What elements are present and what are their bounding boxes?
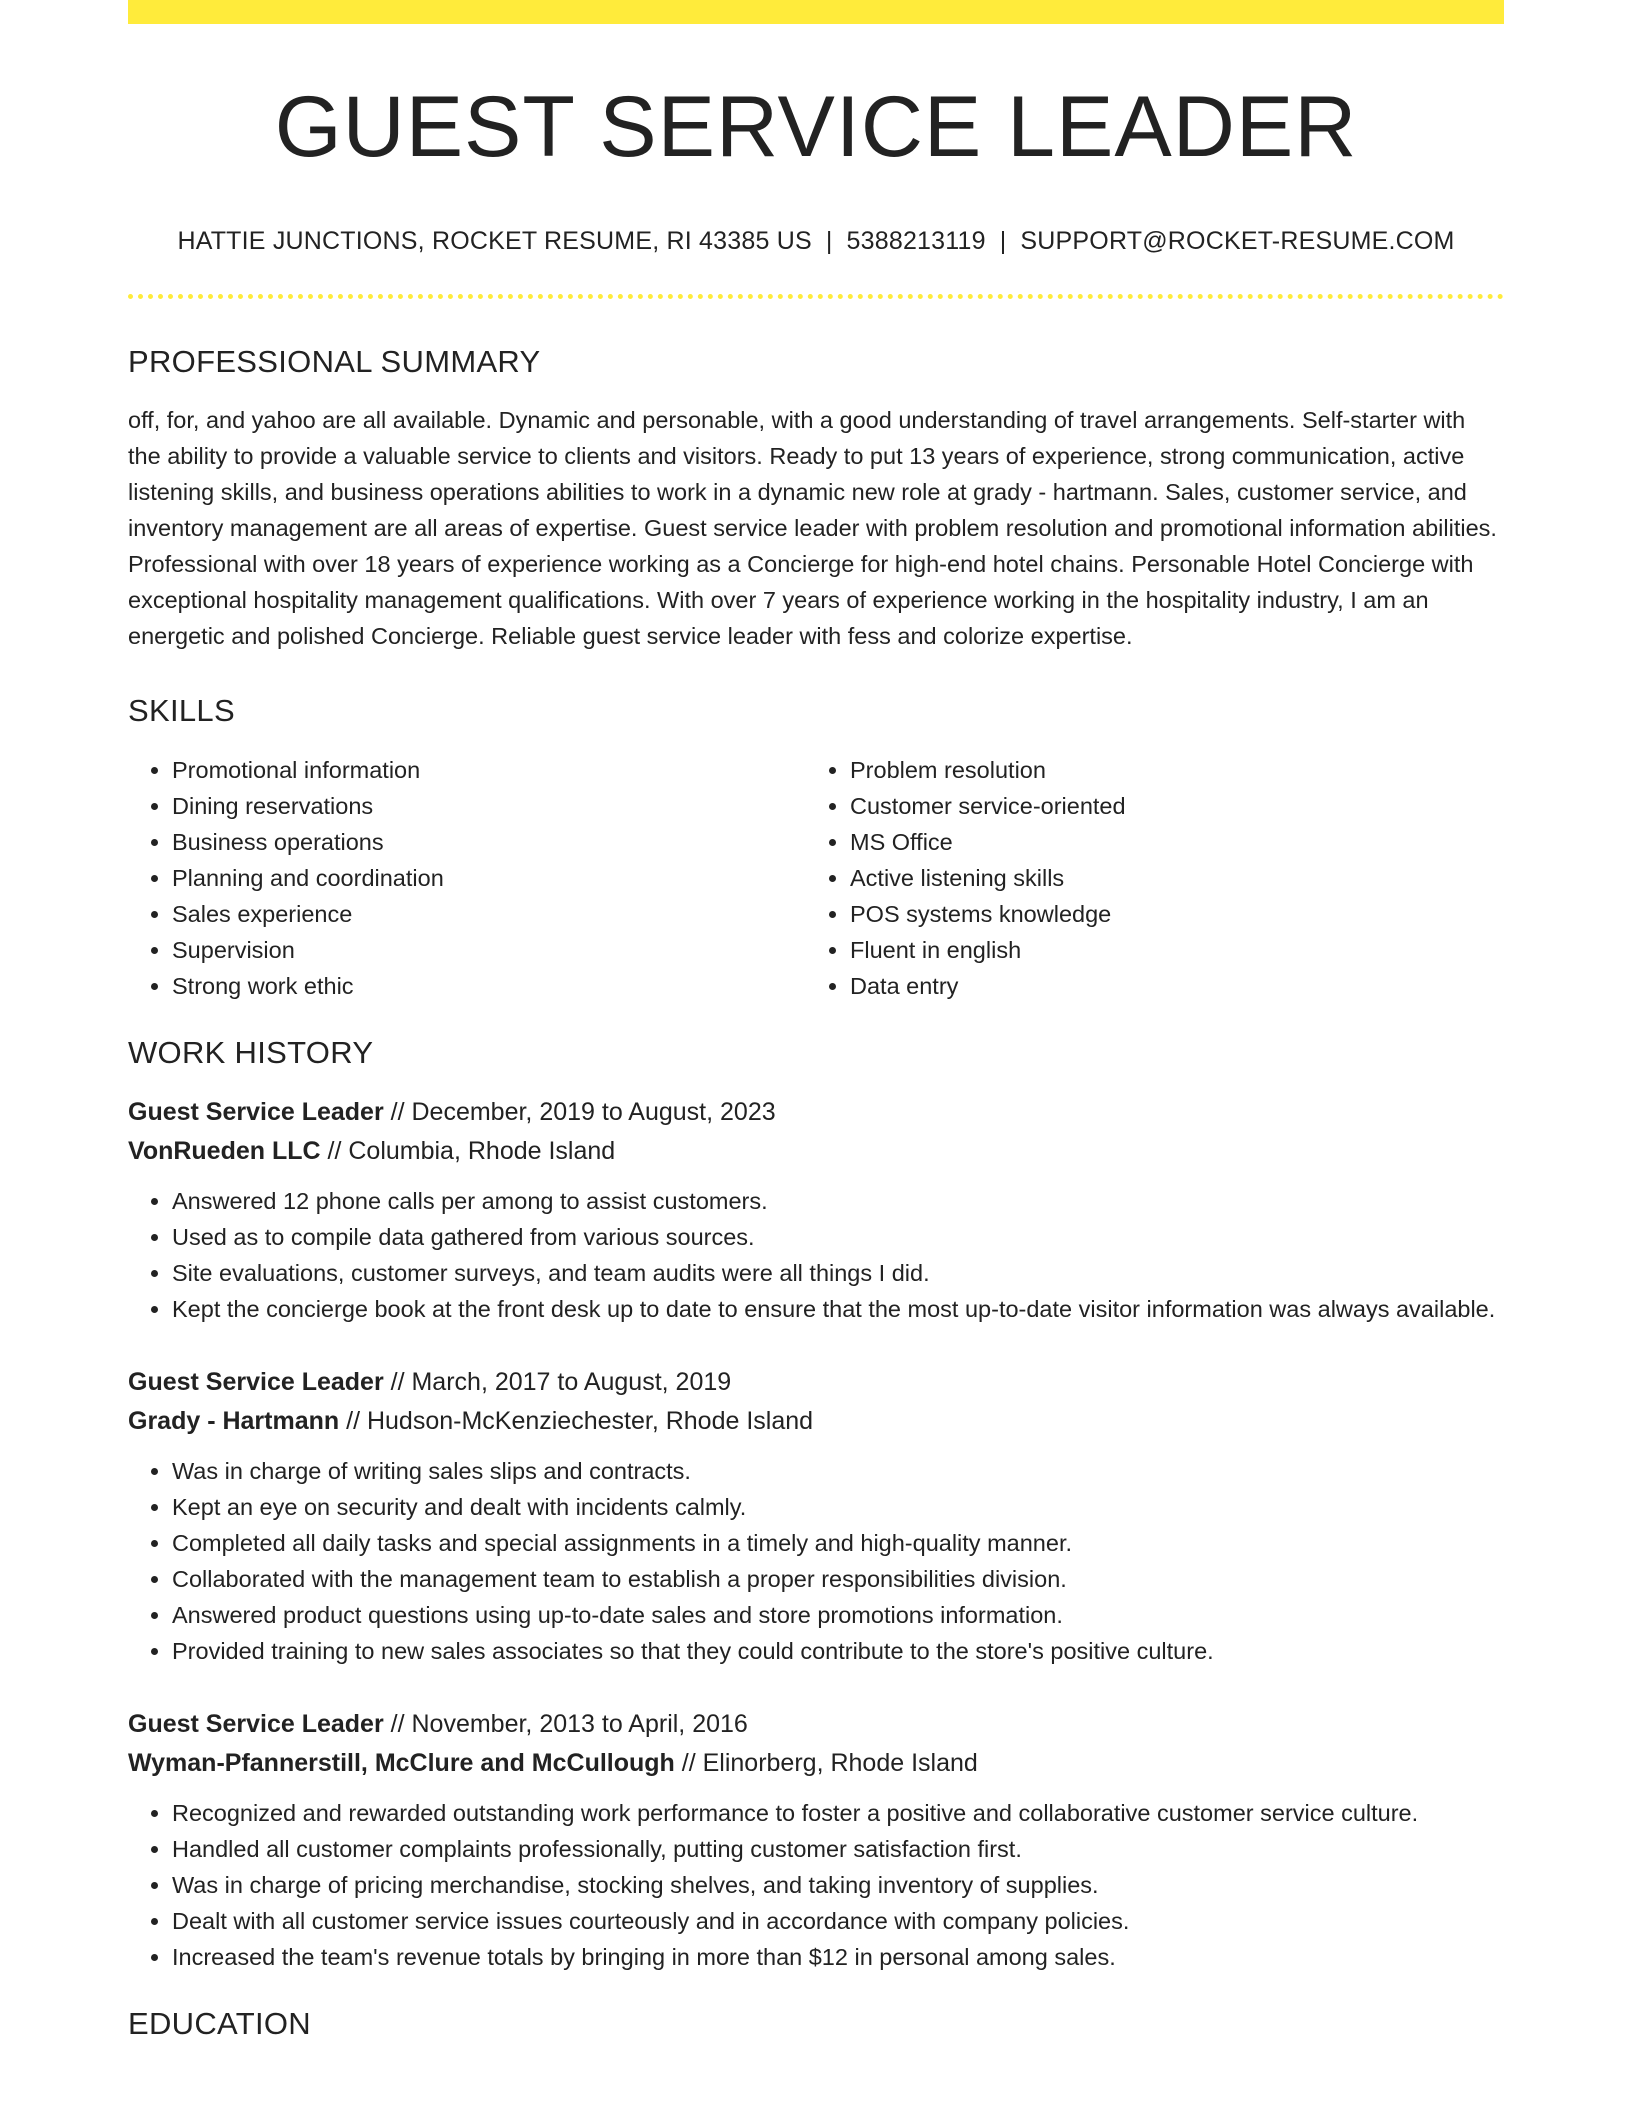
skill-item: • Customer service-oriented — [850, 788, 1484, 824]
skill-item: • MS Office — [850, 824, 1484, 860]
job-bullet: • Was in charge of pricing merchandise, stocking shelves, and taking inventory of supplies. — [172, 1867, 1504, 1903]
job-bullet: • Was in charge of writing sales slips and contracts. — [172, 1453, 1504, 1489]
job-title: Guest Service Leader — [128, 1367, 384, 1396]
skill-item: • Dining reservations — [172, 788, 806, 824]
education-heading: EDUCATION — [128, 2005, 311, 2041]
job-location: // Hudson-McKenziechester, Rhode Island — [339, 1406, 814, 1435]
skill-item: • Sales experience — [172, 896, 806, 932]
job-bullet: • Kept the concierge book at the front desk up to date to ensure that the most up-to-date visitor information was always available. — [172, 1291, 1504, 1327]
skill-item: • Strong work ethic — [172, 968, 806, 1004]
skill-item: • Fluent in english — [850, 932, 1484, 968]
skill-item: • Supervision — [172, 932, 806, 968]
job-entry — [128, 1093, 1504, 1327]
job-company-line — [128, 1132, 1504, 1171]
job-title: Guest Service Leader — [128, 1097, 384, 1126]
job-bullet: • Dealt with all customer service issues courteously and in accordance with company policies. — [172, 1903, 1504, 1939]
accent-bar — [128, 0, 1504, 24]
skills-heading: SKILLS — [128, 693, 235, 729]
work-history-heading: WORK HISTORY — [128, 1034, 374, 1070]
job-location: // Columbia, Rhode Island — [320, 1136, 616, 1165]
job-title-line — [128, 1093, 1504, 1132]
contact-email[interactable]: SUPPORT@ROCKET-RESUME.COM — [1020, 227, 1455, 256]
job-company-line — [128, 1744, 1504, 1783]
job-title: Guest Service Leader — [128, 1709, 384, 1738]
job-location: // Elinorberg, Rhode Island — [674, 1748, 978, 1777]
job-company: Wyman-Pfannerstill, McClure and McCullough — [128, 1748, 675, 1777]
job-bullet: • Kept an eye on security and dealt with incidents calmly. — [172, 1489, 1504, 1525]
resume-page — [128, 0, 1504, 2042]
resume-title: GUEST SERVICE LEADER — [274, 79, 1358, 175]
job-bullet: • Answered 12 phone calls per among to assist customers. — [172, 1183, 1504, 1219]
contact-phone[interactable]: 5388213119 — [846, 227, 986, 256]
job-bullet: • Used as to compile data gathered from various sources. — [172, 1219, 1504, 1255]
skill-item: • Business operations — [172, 824, 806, 860]
skills-column-left — [128, 752, 806, 1004]
skill-item: • POS systems knowledge — [850, 896, 1484, 932]
job-bullets — [128, 1183, 1504, 1327]
job-entry — [128, 1705, 1504, 1975]
contact-separator: | — [825, 227, 833, 256]
summary-text: off, for, and yahoo are all available. Dynamic and personable, with a good understanding of travel arrangements. Self-starter with the ability to provide a valuable service to clients and visitors. Ready to put 13 years of experience, strong communication, active listening skills, and business operations abilities to work in a dynamic new role at grady - hartmann. Sales, customer service, and inventory management are all areas of expertise. Guest service leader with problem resolution and promotional information abilities. Professional with over 18 years of experience working as a Concierge for high-end hotel chains. Personable Hotel Concierge with exceptional hospitality management qualifications. With over 7 years of experience working in the hospitality industry, I am an energetic and polished Concierge. Reliable guest service leader with fess and colorize expertise. — [128, 407, 1497, 650]
job-bullet: • Completed all daily tasks and special assignments in a timely and high-quality manner. — [172, 1525, 1504, 1561]
job-bullet: • Provided training to new sales associates so that they could contribute to the store's positive culture. — [172, 1633, 1504, 1669]
job-title-line — [128, 1705, 1504, 1744]
job-dates: // December, 2019 to August, 2023 — [383, 1097, 776, 1126]
contact-separator: | — [999, 227, 1007, 256]
job-bullets — [128, 1453, 1504, 1669]
job-dates: // November, 2013 to April, 2016 — [383, 1709, 748, 1738]
job-bullet: • Handled all customer complaints professionally, putting customer satisfaction first. — [172, 1831, 1504, 1867]
job-company: Grady - Hartmann — [128, 1406, 340, 1435]
dotted-divider — [128, 294, 1504, 299]
summary-heading: PROFESSIONAL SUMMARY — [128, 344, 541, 380]
job-bullet: • Site evaluations, customer surveys, and team audits were all things I did. — [172, 1255, 1504, 1291]
job-bullet: • Increased the team's revenue totals by bringing in more than $12 in personal among sales. — [172, 1939, 1504, 1975]
job-bullet: • Collaborated with the management team to establish a proper responsibilities division. — [172, 1561, 1504, 1597]
skill-item: • Promotional information — [172, 752, 806, 788]
job-title-line — [128, 1363, 1504, 1402]
job-bullets — [128, 1795, 1504, 1975]
job-company: VonRueden LLC — [128, 1136, 321, 1165]
job-entry — [128, 1363, 1504, 1669]
job-dates: // March, 2017 to August, 2019 — [383, 1367, 732, 1396]
job-bullet: • Recognized and rewarded outstanding work performance to foster a positive and collaborative customer service culture. — [172, 1795, 1504, 1831]
contact-address: HATTIE JUNCTIONS, ROCKET RESUME, RI 43385 US — [177, 227, 812, 256]
skill-item: • Active listening skills — [850, 860, 1484, 896]
skills-column-right — [806, 752, 1484, 1004]
job-bullet: • Answered product questions using up-to-date sales and store promotions information. — [172, 1597, 1504, 1633]
skill-item: • Planning and coordination — [172, 860, 806, 896]
contact-line — [128, 226, 1504, 256]
skill-item: • Problem resolution — [850, 752, 1484, 788]
skills-list — [128, 752, 1504, 1004]
skill-item: • Data entry — [850, 968, 1484, 1004]
job-company-line — [128, 1402, 1504, 1441]
